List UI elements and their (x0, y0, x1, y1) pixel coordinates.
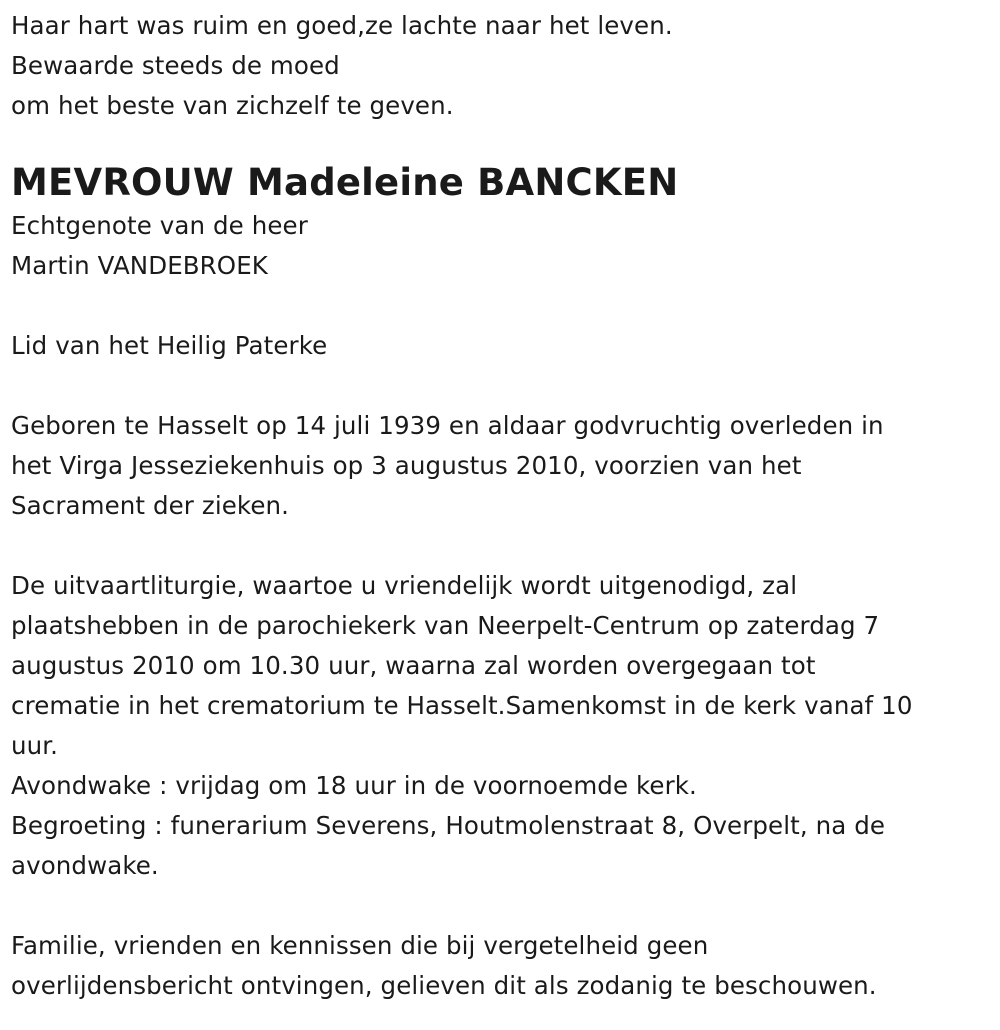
birth-death-block (11, 406, 996, 526)
membership-line: Lid van het Heilig Paterke (11, 331, 328, 360)
poem-line: Haar hart was ruim en goed,ze lachte naar het leven. (11, 11, 673, 40)
obituary-notice (11, 6, 996, 1006)
funeral-line: plaatshebben in de parochiekerk van Neerpelt-Centrum op zaterdag 7 (11, 611, 880, 640)
wake-line: Avondwake : vrijdag om 18 uur in de voornoemde kerk. (11, 771, 697, 800)
funeral-line: augustus 2010 om 10.30 uur, waarna zal worden overgegaan tot (11, 651, 816, 680)
funeral-line: crematie in het crematorium te Hasselt.Samenkomst in de kerk vanaf 10 (11, 691, 913, 720)
funeral-block (11, 566, 996, 886)
greeting-line: Begroeting : funerarium Severens, Houtmolenstraat 8, Overpelt, na de (11, 811, 886, 840)
birth-death-line: Geboren te Hasselt op 14 juli 1939 en aldaar godvruchtig overleden in (11, 411, 884, 440)
birth-death-line: Sacrament der zieken. (11, 491, 290, 520)
spacer (11, 366, 996, 406)
funeral-line: De uitvaartliturgie, waartoe u vriendelijk wordt uitgenodigd, zal (11, 571, 798, 600)
spouse-line: Echtgenote van de heer (11, 211, 308, 240)
closing-block (11, 926, 996, 1006)
greeting-line: avondwake. (11, 851, 159, 880)
spouse-block (11, 206, 996, 286)
spacer (11, 526, 996, 566)
poem (11, 6, 996, 126)
spacer (11, 286, 996, 326)
closing-line: Familie, vrienden en kennissen die bij vergetelheid geen (11, 931, 709, 960)
spacer (11, 886, 996, 926)
funeral-line: uur. (11, 731, 59, 760)
poem-line: om het beste van zichzelf te geven. (11, 91, 454, 120)
birth-death-line: het Virga Jesseziekenhuis op 3 augustus 2010, voorzien van het (11, 451, 802, 480)
spouse-line: Martin VANDEBROEK (11, 251, 268, 280)
poem-line: Bewaarde steeds de moed (11, 51, 340, 80)
spacer (11, 126, 996, 160)
deceased-name: MEVROUW Madeleine BANCKEN (11, 161, 679, 204)
closing-line: overlijdensbericht ontvingen, gelieven dit als zodanig te beschouwen. (11, 971, 877, 1000)
